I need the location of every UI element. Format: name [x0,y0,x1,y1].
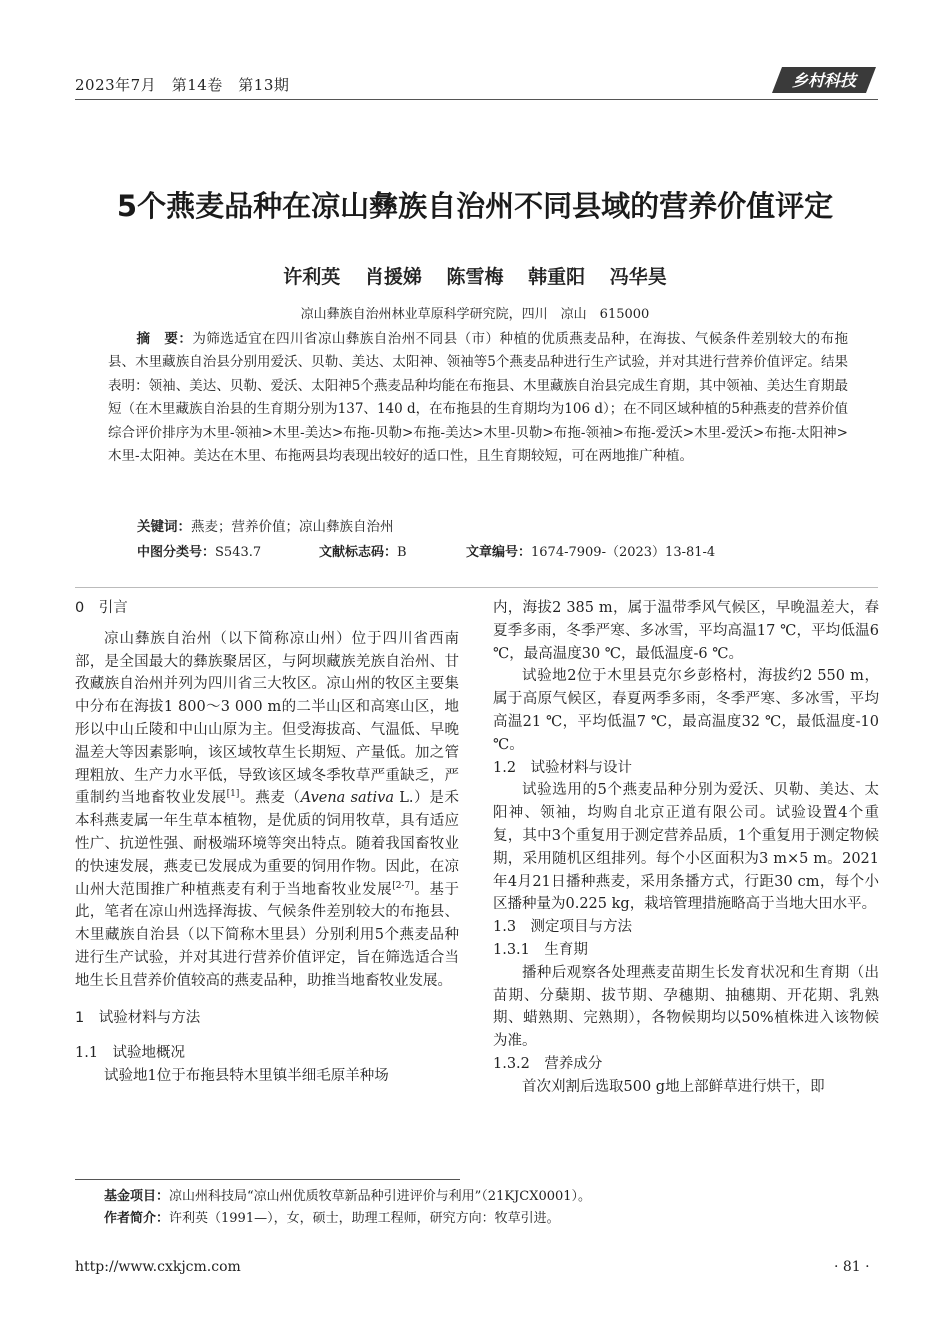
heading-growth: 1.3.1 生育期 [493,941,588,958]
journal-logo-text: 乡村科技 [791,71,857,90]
journal-logo [772,66,876,94]
paragraph-site2: 试验地2位于木里县克尔乡彭格村，海拔约2 550 m，属于高原气候区，春夏两季多雨，冬季严寒、多冰雪，平均高温21 ℃，平均低温7 ℃，最高温度32 ℃，最低温度-10 ℃。 [493,668,879,753]
heading-methods: 1 试验材料与方法 [75,1009,201,1026]
author-name: 许利英 [283,266,341,288]
author-name: 陈雪梅 [446,266,504,288]
classification-line [137,541,857,560]
author-list [0,262,950,289]
author-name: 冯华昊 [609,266,667,288]
clc-label: 中图分类号： [137,545,216,560]
doc-code-label: 文献标志码： [319,545,398,560]
citation-ref: [1] [226,789,240,800]
heading-design: 1.2 试验材料与设计 [493,759,633,776]
header-rule [75,99,878,100]
doc-code: B [397,545,407,560]
latin-name: Avena sativa [300,790,394,807]
page-number: · 81 · [834,1259,870,1275]
right-column [493,597,879,1099]
section-divider [75,587,878,588]
issue-info: 2023年7月 第14卷 第13期 [75,76,290,94]
heading-introduction: 0 引言 [75,600,128,616]
paragraph-growth: 播种后观察各处理燕麦苗期生长发育状况和生育期（出苗期、分蘖期、拔节期、孕穗期、抽穗期、开花期、乳熟期、蜡熟期、完熟期），各物候期均以50%植株进入该物候为准。 [493,964,879,1050]
keywords [137,515,394,535]
paragraph-site1-cont: 内，海拔2 385 m，属于温带季风气候区，早晚温差大，春夏季多雨，冬季严寒、多冰雪，平均高温17 ℃，平均低温6 ℃，最高温度30 ℃，最低温度-6 ℃。 [493,600,879,662]
left-column [75,597,459,1088]
abstract-text: 为筛选适宜在四川省凉山彝族自治州不同县（市）种植的优质燕麦品种，在海拔、气候条件差别较大的布拖县、木里藏族自治县分别用爱沃、贝勒、美达、太阳神、领袖等5个燕麦品种进行生产试验，并对其进行营养价值评定。结果表明：领袖、美达、贝勒、爱沃、太阳神5个燕麦品种均能在布拖县、木里藏族自治县完成生育期，其中领袖、美达生育期最短（在木里藏族自治县的生育期分别为137、140 d，在布拖县的生育期均为106 d）；在不同区域种植的5种燕麦的营养价值综合评价排序为木里-领袖>木里-美达>布拖-贝勒>布拖-美达>木里-贝勒>布拖-领袖>布拖-爱沃>木里-爱沃>布拖-太阳神>木里-太阳神。美达在木里、布拖两县均表现出较好的适口性，且生育期较短，可在两地推广种植。 [108,331,849,465]
heading-nutrition: 1.3.2 营养成分 [493,1055,603,1072]
footnote [104,1186,864,1230]
heading-site: 1.1 试验地概况 [75,1045,186,1062]
clc-code: S543.7 [215,545,262,560]
article-no-label: 文章编号： [466,545,532,560]
abstract [108,328,848,468]
author-bio: 作者简介：许利英（1991—），女，硕士，助理工程师，研究方向：牧草引进。 [104,1211,560,1226]
journal-url: http://www.cxkjcm.com [75,1259,241,1275]
article-title: 5个燕麦品种在凉山彝族自治州不同县域的营养价值评定 [116,189,834,223]
footnote-rule [75,1179,460,1180]
journal-logo-badge [772,66,876,94]
author-name: 肖援娣 [364,266,422,288]
keywords-text: 燕麦；营养价值；凉山彝族自治州 [191,519,394,535]
article-no: 1674-7909-（2023）13-81-4 [531,545,716,560]
citation-ref: [2-7] [392,880,414,891]
abstract-label: 摘 要： [136,331,193,347]
author-name: 韩重阳 [528,266,586,288]
heading-measurement: 1.3 测定项目与方法 [493,919,633,936]
paragraph-site1: 试验地1位于布拖县特木里镇半细毛原羊种场 [104,1068,389,1085]
keywords-label: 关键词： [137,519,191,535]
paragraph-design: 试验选用的5个燕麦品种分别为爱沃、贝勒、美达、太阳神、领袖，均购自北京正道有限公司。试验设置4个重复，其中3个重复用于测定营养品质，1个重复用于测定物候期，采用随机区组排列。每个小区面积为3 m×5 m。2021年4月21日播种燕麦，采用条播方式，行距30 cm，每个小区播种量为0.225 kg，栽培管理措施略高于当地大田水平。 [493,782,879,913]
affiliation: 凉山彝族自治州林业草原科学研究院，四川 凉山 615000 [300,307,650,322]
funding-note: 基金项目：凉山州科技局“凉山州优质牧草新品种引进评价与利用”（21KJCX0001）。 [104,1189,592,1204]
paragraph-nutrition: 首次刈割后选取500 g地上部鲜草进行烘干，即 [522,1078,825,1095]
paragraph-introduction: 凉山彝族自治州（以下简称凉山州）位于四川省西南部，是全国最大的彝族聚居区，与阿坝藏族羌族自治州、甘孜藏族自治州并列为四川省三大牧区。凉山州的牧区主要集中分布在海拔1 800～3 000 m的二半山区和高寒山区，地形以中山丘陵和中山山原为主。但受海拔高、气温低、早晚温差大等因素影响，该区域牧草生长期短、产量低。加之管理粗放、生产力水平低，导致该区域冬季牧草严重缺乏，严重制约当地畜牧业发展[1]。燕麦（Avena sativa L.）是禾本科燕麦属一年生草本植物，是优质的饲用牧草，具有适应性广、抗逆性强、耐极端环境等突出特点。随着我国畜牧业的快速发展，燕麦已发展成为重要的饲用作物。因此，在凉山州大范围推广种植燕麦有利于当地畜牧业发展[2-7]。基于此，笔者在凉山州选择海拔、气候条件差别较大的布拖县、木里藏族自治县（以下简称木里县）分别利用5个燕麦品种进行生产试验，并对其进行营养价值评定，旨在筛选适合当地生长且营养价值较高的燕麦品种，助推当地畜牧业发展。 [75,630,460,989]
